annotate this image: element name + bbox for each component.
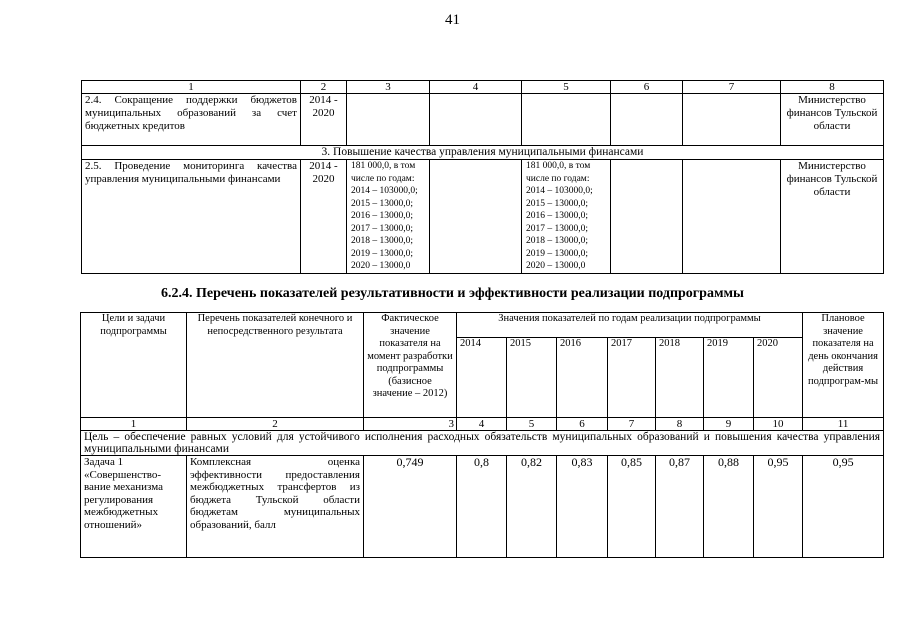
year-value: 0,87: [656, 456, 704, 558]
col-num: 5: [522, 81, 611, 94]
base-value: 0,749: [364, 456, 457, 558]
funding-col5: 181 000,0, в том числе по годам: 2014 – 103000,0; 2015 – 13000,0; 2016 – 13000,0; 2017 – 13000,0; 2018 – 13000,0; 2019 – 13000,0; 2020 – 13000,0: [522, 160, 611, 274]
col-num: 10: [754, 418, 803, 431]
section-row: [82, 146, 884, 160]
header-row: [81, 313, 884, 338]
col-num: 7: [683, 81, 781, 94]
executor: Министерство финансов Тульской области: [781, 94, 884, 146]
header-goals: Цели и задачи подпрограммы: [81, 313, 187, 418]
section-heading: 6.2.4. Перечень показателей результативности и эффективности реализации подпрограммы: [161, 286, 744, 301]
period: 2014 - 2020: [301, 94, 347, 146]
header-by-years: Значения показателей по годам реализации подпрограммы: [457, 313, 803, 338]
col-num: 7: [608, 418, 656, 431]
funding-col3: 181 000,0, в том числе по годам: 2014 – 103000,0; 2015 – 13000,0; 2016 – 13000,0; 2017 – 13000,0; 2018 – 13000,0; 2019 – 13000,0; 2020 – 13000,0: [347, 160, 430, 274]
year-header: 2016: [557, 338, 608, 418]
year-header: 2015: [507, 338, 557, 418]
col-num: 4: [430, 81, 522, 94]
year-header: 2018: [656, 338, 704, 418]
goal-row: [81, 431, 884, 456]
year-value: 0,83: [557, 456, 608, 558]
col-num: 3: [364, 418, 457, 431]
section-title: 3. Повышение качества управления муниципальными финансами: [82, 146, 884, 160]
col-num: 4: [457, 418, 507, 431]
measure-name: 2.5. Проведение мониторинга качества управления муниципальными финансами: [82, 160, 301, 274]
col-num: 8: [656, 418, 704, 431]
indicators-table: [80, 312, 884, 558]
year-header: 2020: [754, 338, 803, 418]
year-header: 2017: [608, 338, 656, 418]
year-header: 2014: [457, 338, 507, 418]
year-value: 0,88: [704, 456, 754, 558]
col-num: 3: [347, 81, 430, 94]
year-value: 0,95: [754, 456, 803, 558]
task-name: Задача 1 «Совершенство-вание механизма регулирования межбюджетных отношений»: [81, 456, 187, 558]
column-number-row: [81, 418, 884, 431]
year-value: 0,8: [457, 456, 507, 558]
col-num: 6: [611, 81, 683, 94]
table-row: [82, 160, 884, 274]
col-num: 2: [187, 418, 364, 431]
year-value: 0,85: [608, 456, 656, 558]
indicator-name: Комплексная оценка эффективности предоставления межбюджетных трансфертов из бюджета Тульской области бюджетам муниципальных образований, балл: [187, 456, 364, 558]
measure-name: 2.4. Сокращение поддержки бюджетов муниципальных образований за счет бюджетных кредитов: [82, 94, 301, 146]
header-planned: Плановое значение показателя на день окончания действия подпрограм-мы: [803, 313, 884, 418]
header-actual: Фактическое значение показателя на момент разработки подпрограммы (базисное значение – 2012): [364, 313, 457, 418]
page-number: 41: [445, 12, 460, 28]
header-indicators: Перечень показателей конечного и непосредственного результата: [187, 313, 364, 418]
continuation-table: [81, 80, 884, 274]
col-num: 1: [81, 418, 187, 431]
col-num: 2: [301, 81, 347, 94]
year-value: 0,82: [507, 456, 557, 558]
col-num: 6: [557, 418, 608, 431]
col-num: 1: [82, 81, 301, 94]
column-number-row: [82, 81, 884, 94]
col-num: 11: [803, 418, 884, 431]
col-num: 5: [507, 418, 557, 431]
col-num: 8: [781, 81, 884, 94]
col-num: 9: [704, 418, 754, 431]
task-row: [81, 456, 884, 558]
period: 2014 - 2020: [301, 160, 347, 274]
planned-value: 0,95: [803, 456, 884, 558]
table-row: [82, 94, 884, 146]
executor: Министерство финансов Тульской области: [781, 160, 884, 274]
year-header: 2019: [704, 338, 754, 418]
goal-text: Цель – обеспечение равных условий для устойчивого исполнения расходных обязательств муниципальных образований и повышения качества управления муниципальными финансами: [81, 431, 884, 456]
